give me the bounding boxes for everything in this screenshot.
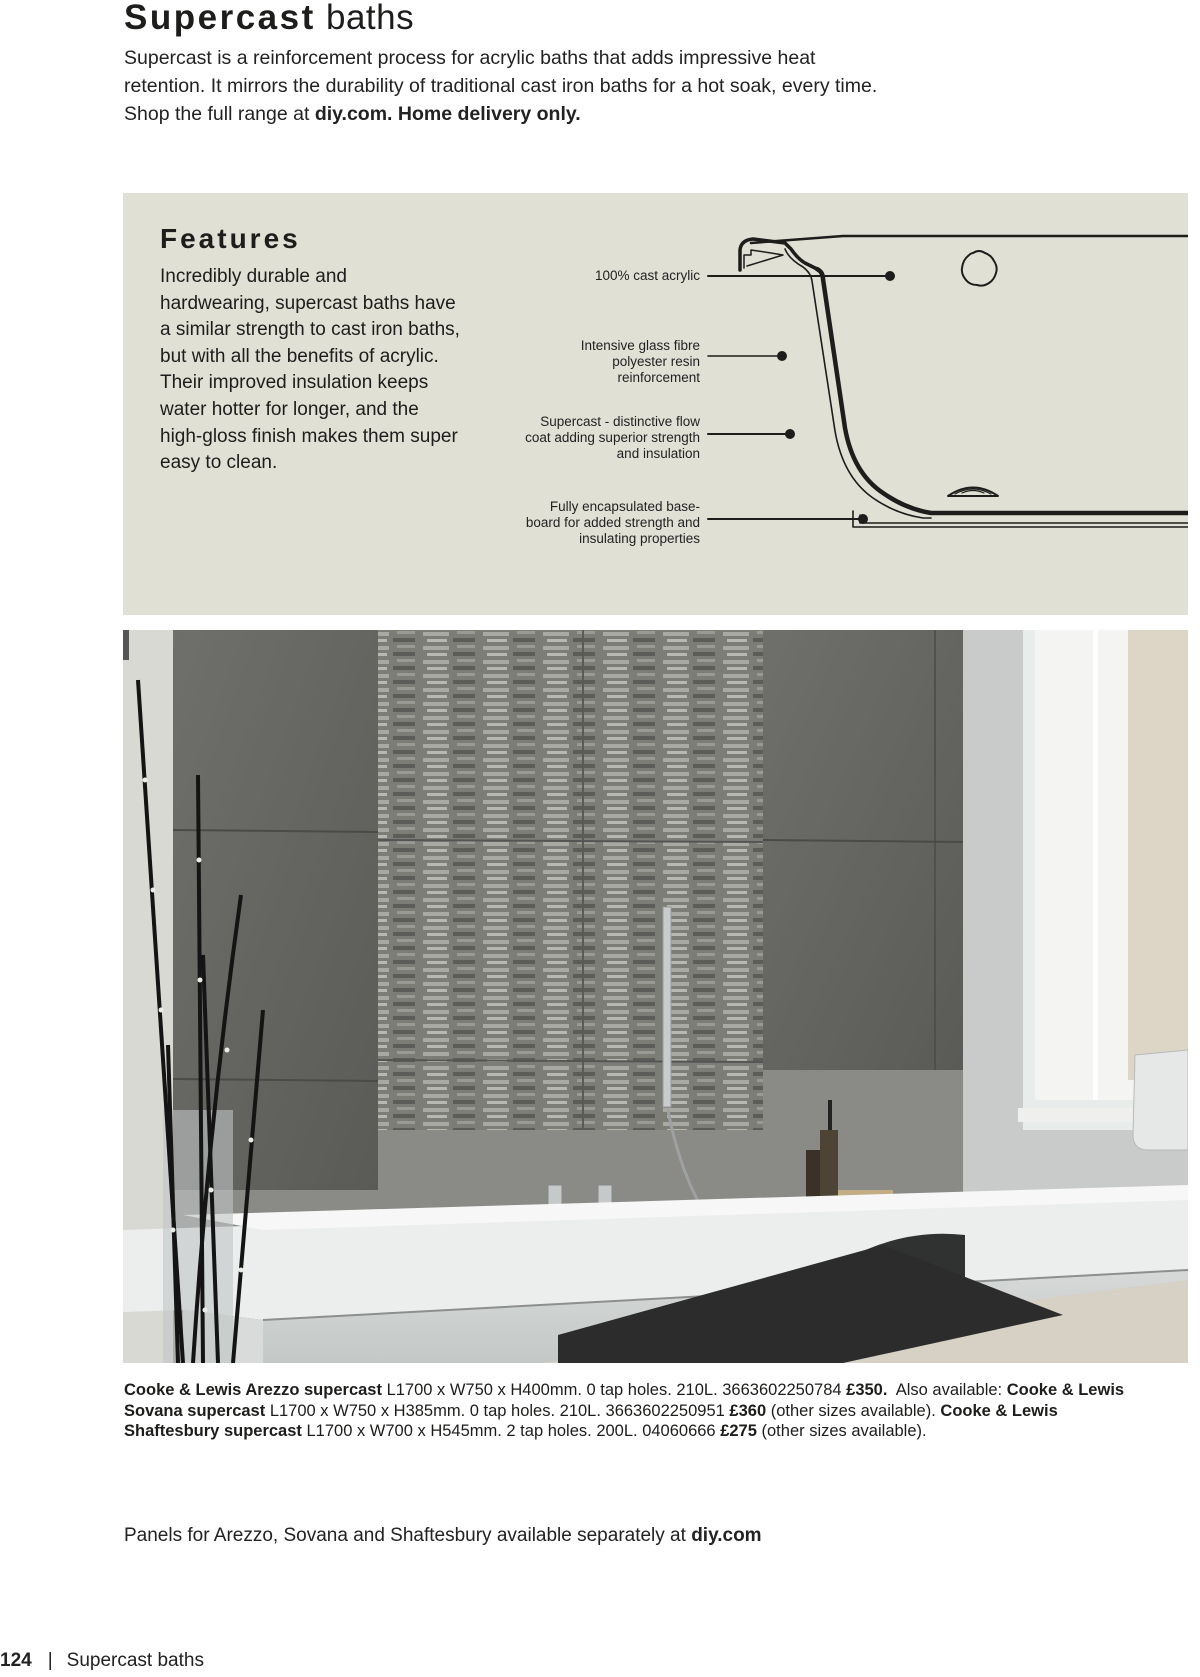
features-body: Incredibly durable and hardwearing, supercast baths have a similar strength to cast iron baths, but with all the benefits of acrylic. Their improved insulation keeps water hotter for longer, and the high-gloss finish makes them super easy to clean. <box>160 266 460 474</box>
callout-glass-fibre <box>480 338 700 386</box>
bathroom-scene-illustration <box>123 630 1188 1363</box>
callout-glass-fibre-label: Intensive glass fibre polyester resin reinforcement <box>580 338 700 385</box>
footer-separator: | <box>47 1650 53 1671</box>
callout-flow-coat <box>480 414 700 462</box>
features-heading: Features <box>160 223 301 254</box>
callout-baseboard-label: Fully encapsulated base-board for added strength and insulating properties <box>525 499 700 546</box>
footer-section-title: Supercast baths <box>66 1650 204 1671</box>
product-name-shaftesbury: Cooke & Lewis Shaftesbury supercast <box>124 1401 1058 1440</box>
page-footer <box>0 1648 204 1674</box>
intro-text: Supercast is a reinforcement process for acrylic baths that adds impressive heat retention. It mirrors the durability of traditional cast iron baths for a hot soak, every time. Shop the full range at <box>124 47 878 125</box>
also-available-label: Also available: <box>895 1381 1003 1399</box>
product-price-shaftesbury: £275 <box>720 1422 757 1440</box>
intro-paragraph <box>124 44 884 128</box>
product-name-sovana: Cooke & Lewis Sovana supercast <box>124 1381 1125 1420</box>
product-name-arezzo: Cooke & Lewis Arezzo supercast <box>124 1381 382 1399</box>
product-note-sovana: (other sizes available). <box>770 1401 936 1420</box>
page-title <box>124 0 414 38</box>
product-price-sovana: £360 <box>729 1401 767 1420</box>
product-spec-shaftesbury: L1700 x W700 x H545mm. 2 tap holes. 200L. 04060666 <box>306 1422 716 1440</box>
page-title-regular: baths <box>325 0 415 37</box>
product-photo <box>123 630 1188 1363</box>
delivery-note: Home delivery only. <box>397 103 581 125</box>
panels-note-text: Panels for Arezzo, Sovana and Shaftesbury available separately at <box>124 1525 692 1546</box>
intro-link[interactable]: diy.com. <box>314 103 393 125</box>
callout-cast-acrylic: 100% cast acrylic <box>594 268 700 283</box>
panels-note-link[interactable]: diy.com <box>691 1525 762 1546</box>
product-spec-arezzo: L1700 x W750 x H400mm. 0 tap holes. 210L. 3663602250784 <box>386 1381 842 1399</box>
page-number: 124 <box>0 1650 32 1671</box>
features-panel <box>123 193 1188 615</box>
panels-note <box>124 1523 762 1549</box>
product-spec-sovana: L1700 x W750 x H385mm. 0 tap holes. 210L. 3663602250951 <box>269 1401 725 1420</box>
product-caption <box>124 1380 1154 1442</box>
callout-flow-coat-label: Supercast - distinctive flow coat adding superior strength and insulation <box>525 414 700 461</box>
product-price-arezzo: £350. <box>846 1381 888 1399</box>
page-title-bold: Supercast <box>124 0 316 37</box>
callout-baseboard <box>480 499 700 547</box>
product-note-shaftesbury: (other sizes available). <box>761 1422 927 1440</box>
